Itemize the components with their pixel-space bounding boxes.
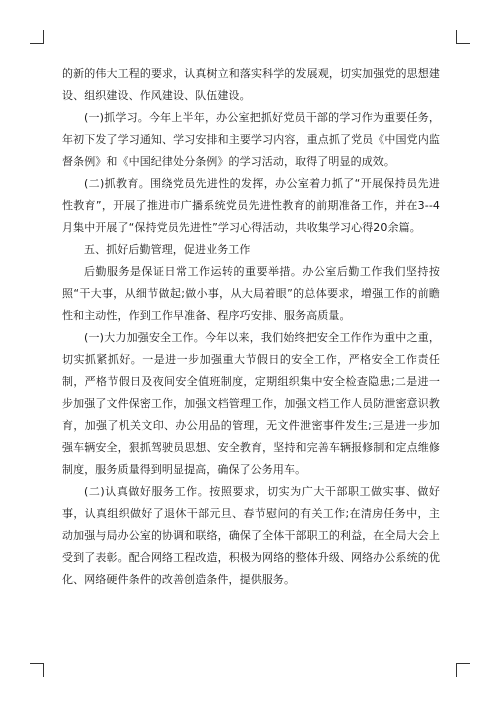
crop-mark-bottom-left	[30, 663, 44, 677]
paragraph-logistics-intro: 后勤服务是保证日常工作运转的重要举措。办公室后勤工作我们坚持按照“干大事，从细节做起;做小事，从大局着眼”的总体要求，增强工作的前瞻性和主动性，作到工作早准备、程序巧安排、服务高质量。	[62, 265, 440, 322]
crop-mark-top-left	[30, 30, 44, 44]
paragraph-service: (二)认真做好服务工作。按照要求，切实为广大干部职工做实事、做好事，认真组织做好了退休干部元旦、春节慰问的有关工作;在清房任务中，主动加强与局办公室的协调和联络，确保了全体干部职工的利益，在全局大会上受到了表彰。配合网络工程改造，积极为网络的整体升级、网络办公系统的优化、网络硬件条件的改善创造条件，提供服务。	[62, 485, 440, 586]
document-page	[62, 63, 440, 591]
section-heading-logistics: 五、抓好后勤管理，促进业务工作	[84, 243, 251, 256]
paragraph-study: (一)抓学习。今年上半年，办公室把抓好党员干部的学习作为重要任务，年初下发了学习通知、学习安排和主要学习内容，重点抓了党员《中国党内监督条例》和《中国纪律处分条例》的学习活动，取得了明显的成效。	[62, 111, 440, 168]
crop-mark-top-right	[456, 30, 470, 44]
crop-mark-bottom-right	[456, 663, 470, 677]
paragraph-education: (二)抓教育。围绕党员先进性的发挥，办公室着力抓了“开展保持员先进性教育”，开展了推进市广播系统党员先进性教育的前期准备工作，并在3--4月集中开展了“保持党员先进性”学习心得活动，共收集学习心得20余篇。	[62, 177, 440, 234]
paragraph-safety: (一)大力加强安全工作。今年以来，我们始终把安全工作作为重中之重，切实抓紧抓好。一是进一步加强重大节假日的安全工作，严格安全工作责任制，严格节假日及夜间安全值班制度，定期组织集中安全检查隐患;二是进一步加强了文件保密工作，加强文档管理工作，加强文档工作人员防泄密意识教育，加强了机关文印、办公用品的管理，无文件泄密事件发生;三是进一步加强车辆安全，狠抓驾驶员思想、安全教育，坚持和完善车辆报修制和定点维修制度，服务质量得到明显提高，确保了公务用车。	[62, 331, 440, 476]
paragraph-continuation: 的新的伟大工程的要求，认真树立和落实科学的发展观，切实加强党的思想建设、组织建设、作风建设、队伍建设。	[62, 67, 440, 102]
